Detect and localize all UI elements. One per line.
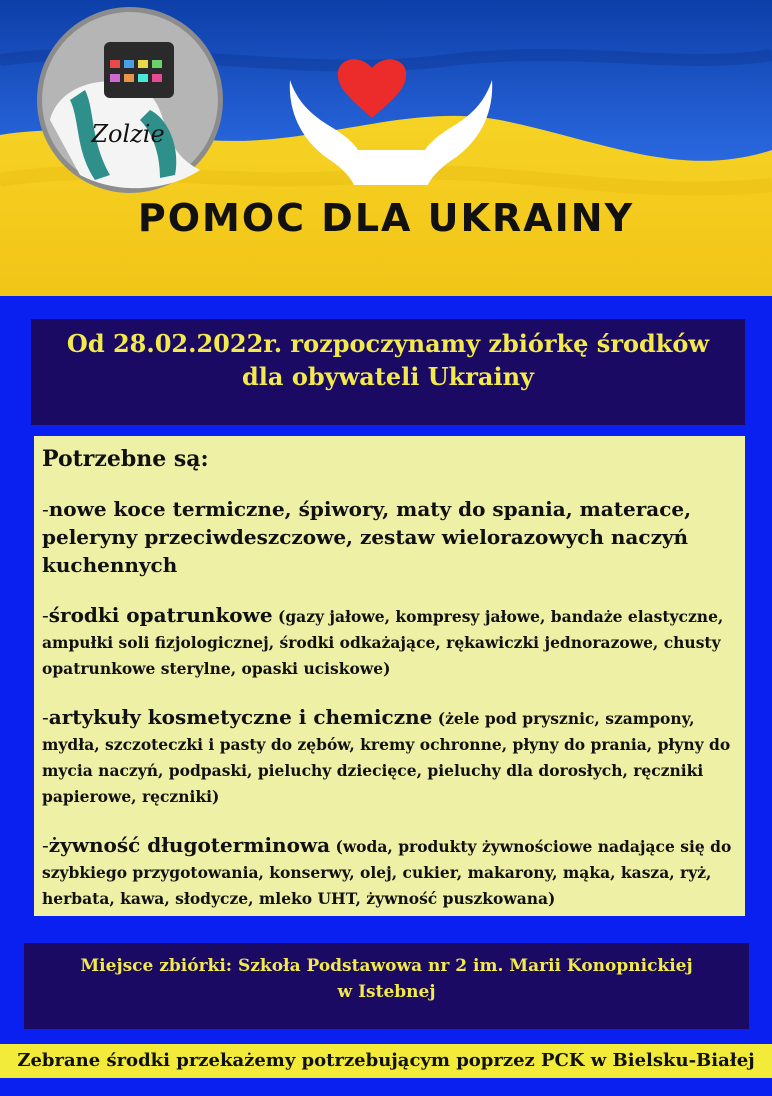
collection-place-line1: Miejsce zbiórki: Szkoła Podstawowa nr 2 im. Marii Konopnickiej (80, 956, 693, 976)
needs-box (34, 436, 745, 916)
need-item: -artykuły kosmetyczne i chemiczne (żele pod prysznic, szampony, mydła, szczoteczki i pasty do zębów, kremy ochronne, płyny do prania, płyny do mycia naczyń, podpaski, pieluchy dziecięce, pieluchy dla dorosłych, ręczniki papierowe, ręczniki) (42, 705, 731, 806)
need-item-detail: (woda, produkty żywnościowe nadające się do szybkiego przygotowania, konserwy, olej, cukier, makarony, mąka, kasza, ryż, herbata, kawa, słodycze, mleko UHT, żywność puszkowana) (42, 837, 732, 908)
collection-place-line2: w Istebnej (337, 982, 436, 1002)
footer-banner: Zebrane środki przekażemy potrzebującym poprzez PCK w Bielsku-Białej (0, 1044, 772, 1078)
logo-text: Zolzie (91, 120, 165, 148)
need-item-detail: (gazy jałowe, kompresy jałowe, bandaże elastyczne, ampułki soli fizjologicznej, środki odkażające, rękawiczki jednorazowe, chusty opatrunkowe sterylne, opaski uciskowe) (42, 607, 724, 678)
flag-banner (0, 0, 772, 296)
school-logo (37, 7, 223, 193)
need-item-head: żywność długoterminowa (48, 833, 331, 857)
need-item-head: artykuły kosmetyczne i chemiczne (48, 705, 433, 729)
needs-title: Potrzebne są: (42, 446, 209, 472)
need-item: -nowe koce termiczne, śpiwory, maty do spania, materace, peleryny przeciwdeszczowe, zestaw wielorazowych naczyń kuchennych (42, 497, 692, 577)
banner-title: POMOC DLA UKRAINY (137, 196, 635, 240)
need-item: -środki opatrunkowe (gazy jałowe, kompresy jałowe, bandaże elastyczne, ampułki soli fizjologicznej, środki odkażające, rękawiczki jednorazowe, chusty opatrunkowe sterylne, opaski uciskowe) (42, 603, 724, 678)
need-item-head: środki opatrunkowe (48, 603, 273, 627)
ukraine-flag-graphic (0, 0, 772, 296)
intro-text: Od 28.02.2022r. rozpoczynamy zbiórkę środków dla obywateli Ukrainy (66, 329, 710, 391)
need-item-detail: (żele pod prysznic, szampony, mydła, szczoteczki i pasty do zębów, kremy ochronne, płyny do prania, płyny do mycia naczyń, podpaski, pieluchy dziecięce, pieluchy dla dorosłych, ręczniki papierowe, ręczniki) (42, 709, 731, 806)
intro-box (31, 319, 745, 425)
collection-place-box (24, 943, 749, 1029)
need-item-head: nowe koce termiczne, śpiwory, maty do spania, materace, peleryny przeciwdeszczowe, zestaw wielorazowych naczyń kuchennych (42, 497, 692, 577)
need-item: -żywność długoterminowa (woda, produkty żywnościowe nadające się do szybkiego przygotowania, konserwy, olej, cukier, makarony, mąka, kasza, ryż, herbata, kawa, słodycze, mleko UHT, żywność puszkowana) (42, 833, 732, 908)
